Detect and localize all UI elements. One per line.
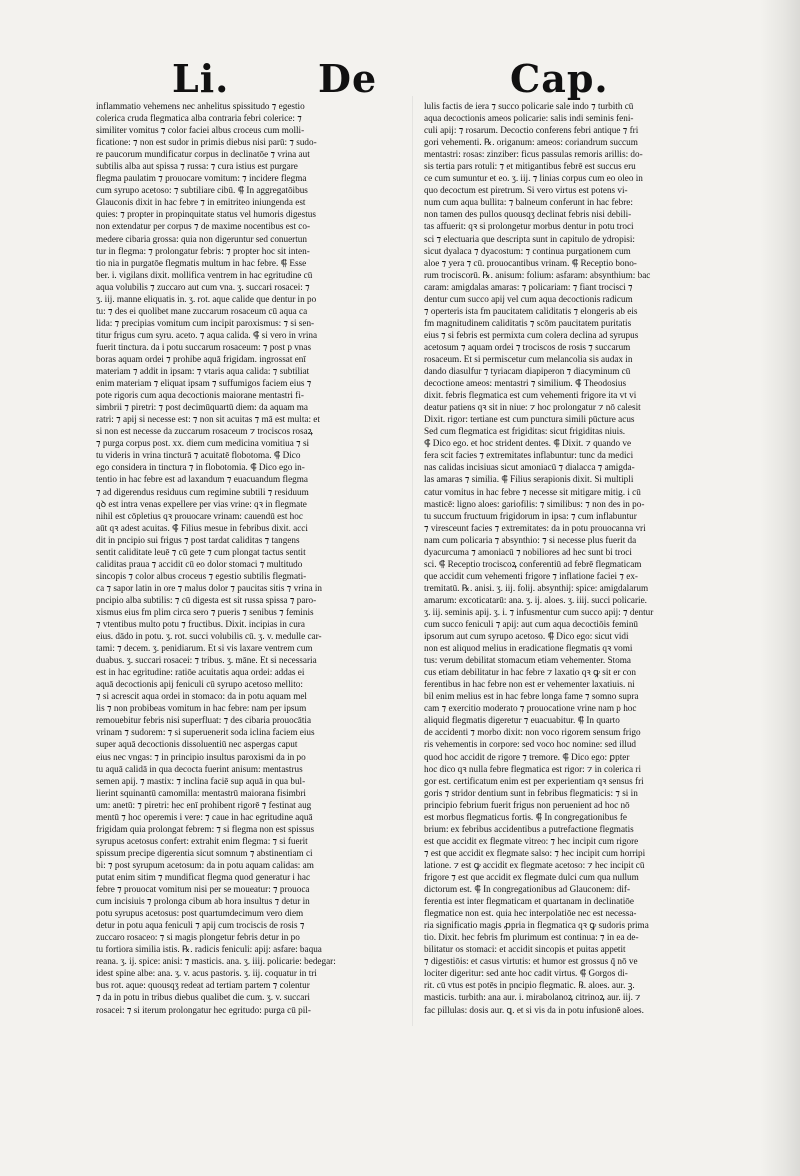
running-head-middle: De bbox=[318, 56, 378, 101]
running-head-right: Cap. bbox=[510, 56, 609, 101]
text-column-right bbox=[424, 100, 740, 1060]
text-column-left bbox=[96, 100, 404, 1060]
column-left-text: inflammatio vehemens nec anhelitus spissitudo ⁊ egestio colerica cruda flegmatica alba contraria febri colerice: ⁊ similiter vomitus ⁊ color faciei albus croceus cum molli- ficatione: ⁊ non est sudor in primis diebus nisi parū: ⁊ sudo- re paucorum mundificatur corpus in declinatōe ⁊ vrina aut subtilis alba aut spissa ⁊ russa: ⁊ cura istius est purgare flegma paulatim ⁊ prouocare vomitum: ⁊ incidere flegma cum syrupo acetoso: ⁊ subtiliare cibū. ⸿ In aggregatōibus Glauconis dixit in hac febre ⁊ in emitriteo iniungenda est quies: ⁊ propter in propinquitate status vel humoris digestus non extendatur per corpus ⁊ de maxime nocentibus est co- medere cibaria grossa: quia non digeruntur sed conuertun tur in flegma: ⁊ prolongatur febris: ⁊ propter hoc sit inten- tio nia in purgatōe flegmatis multum in hac febre. ⸿ Esse ber. i. vigilans dixit. mollifica ventrem in hac egritudine cū aqua volubilis ⁊ zuccaro aut cum vna. ʒ. succari rosacei: ⁊ ʒ. iij. manne eliquatis in. ʒ. rot. aque calide que dentur in po tu: ⁊ des ei quolibet mane zuccarum rosaceum cū aqua ca lida: ⁊ precipias vomitum cum incipit paroxismus: ⁊ si sen- titur frigus cum syru. aceto. ⁊ aqua calida. ⸿ si vero in vrina fuerit tinctura. da i potu succarum rosaceum: ⁊ post p vnas boras aquam ordei ⁊ prohibe aquā frigidam. ingrossat enī materiam ⁊ addit in ipsam: ⁊ vtaris aqua calida: ⁊ subtiliat enim materiam ⁊ eliquat ipsam ⁊ suffumigos faciem eius ⁊ pote rigoris cum aqua decoctionis maiorane mentastri fi- simbrii ⁊ piretri: ⁊ post decimūquartū diem: da aquam ma ratri: ⁊ apij si necesse est: ⁊ non sit acuitas ⁊ mā est multa: et si non est necesse da zuccarum rosaceum ⁊ trociscos rosaꝝ ⁊ purga corpus post. xx. diem cum medicina vomitiua ⁊ si tu videris in vrina tincturā ⁊ acuitatē flobotoma. ⸿ Dico ego considera in tinctura ⁊ in flobotomia. ⸿ Dico ego in- tentio in hac febre est ad laxandum ⁊ euacuandum flegma ⁊ ad digerendus residuus cum regimine subtili ⁊ residuum qꝺ est intra venas expellere per vias vrine: qꝛ in flegmate nihil est cōpletius qꝛ prouocare vrinam: cauendū est hoc aūt qꝛ adest acuitas. ⸿ Filius mesue in febribus dixit. acci dit in pncipio sui frigus ⁊ post tardat caliditas ⁊ tangens sentit caliditate leuē ⁊ cū gete ⁊ cum plongat tactus sentit caliditas praua ⁊ accidit cū eo dolor stomaci ⁊ multitudo sincopis ⁊ color albus croceus ⁊ egestio subtilis flegmati- ca ⁊ sapor latin in ore ⁊ malus dolor ⁊ paucitas sitis ⁊ vrina in pncipio alba subtilis: ⁊ cū digesta est sit russa spissa ⁊ paro- xismus eius fm plim circa sero ⁊ pueris ⁊ senibus ⁊ feminis ⁊ vtentibus multo potu ⁊ fructibus. Dixit. incipias in cura eius. dādo in potu. ʒ. rot. succi volubilis cū. ʒ. v. medulle car- tami: ⁊ decem. ʒ. penidiarum. Et si vis laxare ventrem cum duabus. ʒ. succari rosacei: ⁊ tribus. ʒ. māne. Et si necessaria est in hac egritudine: ratiōe acuitatis aqua ordei: addas ei aquā decoctionis apij feniculi cū syrupo acetoso mellito: ⁊ si acrescit aqua ordei in stomaco: da in potu aquam mel lis ⁊ non probibeas vomitum in hac febre: nam per ipsum remouebitur febris nisi superfluat: ⁊ des cibaria prouocātia vrinam ⁊ sudorem: ⁊ si superuenerit soda iclina faciem eius super aquā decoctionis dissoluentiū nec aspergas caput eius nec vngas: ⁊ in principio insultus paroxismi da in po tu aquā calidā in qua decocta fuerint anisum: mentastrus semen apij. ⁊ mastix: ⁊ inclina faciē sup aquā in qua bul- lierint squinantū camomilla: mentastrū maiorana fisimbri um: anetū: ⁊ piretri: hec enī prohibent rigorē ⁊ festinat aug mentū ⁊ hoc operemis i vere: ⁊ caue in hac egritudine aquā frigidam quia prolongat febrem: ⁊ si flegma non est spissus syrupus acetosus confert: extrahit enim flegma: ⁊ si fuerit spissum precipe digerentia sicut somnum ⁊ abstinentiam ci bi: ⁊ post syrupum acetosum: da in potu aquam calidas: am putat enim sitim ⁊ mundificat flegma quod generatur i hac febre ⁊ prouocat vomitum nisi per se moueatur: ⁊ prouoca cum incisiuis ⁊ prolonga cibum ab hora insultus ⁊ detur in potu syrupus acetosus: post quartumdecimum vero diem detur in potu aqua feniculi ⁊ apij cum trociscis de rosis ⁊ zuccaro rosaceo: ⁊ si magis plongetur febris detur in po tu fortiora similia istis. ℞. radicis feniculi: apij: asfare: baqua reana. ʒ. ij. spice: anisi: ⁊ masticis. ana. ʒ. iiij. policarie: bedegar: idest spine albe: ana. ʒ. v. acus pastoris. ʒ. iij. coquatur in tri bus rot. aque: quousqʒ redeat ad tertiam partem ⁊ colentur ⁊ da in potu in tribus diebus qualibet die cum. ʒ. v. succari rosacei: ⁊ si iterum prolongatur hec egritudo: purga cū pil- bbox=[96, 101, 336, 1015]
column-right-text: lulis factis de iera ⁊ succo policarie sale indo ⁊ turbith cū aqua decoctionis ameos policarie: salis indi seminis feni- culi apij: ⁊ rosarum. Decoctio conferens febri antique ⁊ fri gori vehementi. ℞. origanum: ameos: coriandrum succum mentastri: rosas: zinziber: ficus passulas remoris arillis: do- sis tertia pars rotuli: ⁊ et mitigantibus febrē est succus eru ce cum sumuntur et eo. ʒ. iij. ⁊ linias corpus cum eo oleo in quo decoctum est piretrum. Si vero virtus est potens vi- num cum aqua bullita: ⁊ balneum conferunt in hac febre: non tamen des pullos quousqʒ declinat febris nisi debili- tas affuerit: qꝛ si prolongetur morbus dentur in potu troci sci ⁊ electuaria que descripta sunt in capitulo de ydropisi: sicut dyalaca ⁊ dyacostum: ⁊ continua purgationem cum aloe ⁊ yera ⁊ cū. prouocantibus vrinam. ⸿ Receptio bono- rum trociscorū. ℞. anisum: folium: asfaram: absynthium: bac caram: amigdalas amaras: ⁊ policariam: ⁊ fiant trocisci ⁊ dentur cum succo apij vel cum aqua decoctionis radicum ⁊ operteris ista fm paucitatem caliditatis ⁊ elongeris ab eis fm magnitudinem caliditatis ⁊ scōm paucitatem puritatis eius ⁊ si febris est permixta cum colera declina ad syrupus acetosum ⁊ aquam ordei ⁊ trociscos de rosis ⁊ succarum rosaceum. Et si permiscetur cum melancolia sis audax in dando diasulfur ⁊ tyriacam diapiperon ⁊ diacyminum cū decoctione ameos: mentastri ⁊ similium. ⸿ Theodosius dixit. febris flegmatica est cum vehementi frigore ita vt vi deatur patiens qꝛ sit in niue: ⁊ hoc prolongatur ⁊ nō calesit Dixit. rigor: tertiane est cum punctura simili pūcture acus Sed cum flegmatica est frigiditas: sicut frigiditas niuis. ⸿ Dico ego. et hoc strident dentes. ⸿ Dixit. ⁊ quando ve fera scit facies ⁊ extremitates inflabuntur: tunc da medici nas calidas incisiuas sicut amoniacū ⁊ dialacca ⁊ amigda- las amaras ⁊ similia. ⸿ Filius serapionis dixit. Si multipli catur vomitus in hac febre ⁊ necesse sit mitigare mitig. i cū masticē: ligno aloes: gariofilis: ⁊ similibus: ⁊ non des in po- tu succum fructuum frigidorum in ipsa: ⁊ cum inflabuntur ⁊ viresceunt facies ⁊ extremitates: da in potu prouocanna vri nam cum policaria ⁊ absynthio: ⁊ si necesse plus fuerit da dyacurcuma ⁊ amoniacū ⁊ nobiliores ad hec sunt bi troci sci. ⸿ Receptio trociscoꝝ conferentiū ad febrē flegmaticam que accidit cum vehementi frigore ⁊ inflatione faciei ⁊ ex- tremitatū. ℞. anisi. ʒ. iij. folij. absynthij: spice: amigdalarum amarum: excoticatarū: ana. ʒ. ij. aloes. ʒ. iiij. succi policarie. ʒ. iij. seminis apij. ʒ. i. ⁊ infusmentur cum succo apij: ⁊ dentur cum succo feniculi ⁊ apij: aut cum aqua decoctiōis feminū ipsorum aut cum syrupo acetoso. ⸿ Dico ego: sicut vidi non est aliquod melius in eradicatione flegmatis qꝛ vomi tus: verum debilitat stomacum etiam vehementer. Stoma cus etiam debilitatur in hac febre ⁊ laxatio qꝛ ꝙ sit er con ferentibus in hac febre non est er vehementer laxatiuis. ni bil enim melius est in hac febre longa fame ⁊ somno supra cam ⁊ exercitio moderato ⁊ prouocatione vrine nam p hoc aliquid flegmatis digeretur ⁊ euacuabitur. ⸿ In quarto de accidenti ⁊ morbo dixit: non voco rigorem sensum frigo ris vehementis in corpore: sed voco hoc nomine: sed illud quod hoc accidit de rigore ⁊ tremore. ⸿ Dico ego: ꝑpter hoc dico qꝛ nulla febre flegmatica est rigor: ⁊ in colerica ri gor est. certificatum enim est per experientiam qꝛ sensus fri goris ⁊ stridor dentium sunt in febribus flegmaticis: ⁊ si in principio febrium fuerit frigus non peruenient ad hoc nō est morbus flegmaticus fortis. ⸿ In congregationibus fe brium: ex febribus accidentibus a putrefactione flegmatis est que accidit ex flegmate vitreo: ⁊ hec incipit cum rigore ⁊ est que accidit ex flegmate salso: ⁊ hec incipit cum horripi latione. ⁊ est ꝙ accidit ex flegmate acetoso: ⁊ hec incipit cū frigore ⁊ est que accidit ex flegmate dulci cum qua nullum dictorum est. ⸿ In congregationibus ad Glauconem: dif- ferentia est inter flegmaticam et quartanam in declinatiōe flegmatice non est. quia hec interpolatiōe nec est necessa- ria significatio magis ꝓpria in flegmatica qꝛ ꝙ sudoris prima tio. Dixit. hec febris fm plurimum est continua: ⁊ in ea de- bilitatur os stomaci: et accidit sincopis et puitas appetit ⁊ digestiōis: et casus virtutis: et humor est grossus q̄ nō ve lociter digeritur: sed ante hoc cadit virtus. ⸿ Gorgos di- rit. cū vtus est potēs in pncipio flegmatic. ℞. aloes. aur. ꝫ. masticis. turbith: ana aur. i. mirabolanoꝝ citrinoꝝ aur. iij. ⁊ fac pillulas: dosis aur. ꝗ. et si vis da in potu infusionē aloes. bbox=[424, 101, 654, 1015]
page-fold-shadow bbox=[760, 0, 800, 1176]
column-gutter bbox=[412, 96, 413, 1026]
running-head-left: Li. bbox=[172, 56, 230, 101]
